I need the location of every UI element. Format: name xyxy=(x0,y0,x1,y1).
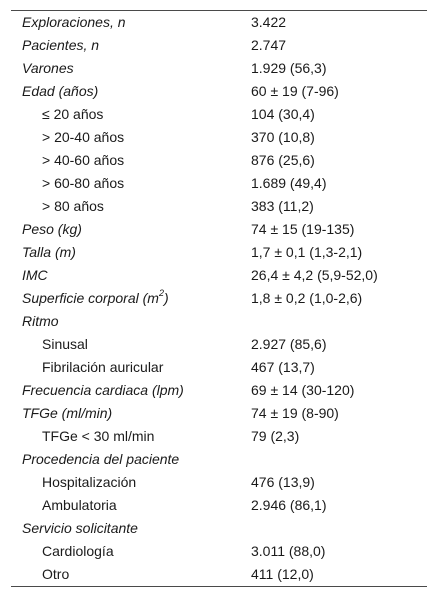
row-value xyxy=(251,448,427,471)
subcategory-row xyxy=(11,494,427,517)
subcategory-row xyxy=(11,425,427,448)
subcategory-row xyxy=(11,149,427,172)
row-label-suffix: ) xyxy=(163,290,169,306)
row-label xyxy=(11,126,251,149)
row-label xyxy=(11,540,251,563)
patient-characteristics-table xyxy=(11,11,427,586)
row-label xyxy=(11,149,251,172)
row-label xyxy=(11,11,251,34)
row-label xyxy=(11,80,251,103)
row-label-text: > 20-40 años xyxy=(42,129,125,145)
row-label xyxy=(11,218,251,241)
subcategory-row xyxy=(11,540,427,563)
row-label xyxy=(11,34,251,57)
row-label-text: Exploraciones, n xyxy=(22,14,126,30)
row-label-text: Fibrilación auricular xyxy=(42,359,164,375)
row-label-text: ≤ 20 años xyxy=(42,106,104,122)
row-label-text: Ritmo xyxy=(22,313,59,329)
row-label-text: Ambulatoria xyxy=(42,497,117,513)
row-value: 79 (2,3) xyxy=(251,428,300,444)
row-label-text: Frecuencia cardiaca (lpm) xyxy=(22,382,184,398)
row-label xyxy=(11,333,251,356)
row-label-text: Servicio solicitante xyxy=(22,520,138,536)
row-label xyxy=(11,471,251,494)
row-value: 2.946 (86,1) xyxy=(251,497,327,513)
row-label xyxy=(11,356,251,379)
row-value: 26,4 ± 4,2 (5,9-52,0) xyxy=(251,267,378,283)
row-label-text: > 80 años xyxy=(42,198,104,214)
subcategory-row xyxy=(11,333,427,356)
row-label xyxy=(11,448,251,471)
category-row xyxy=(11,80,427,103)
row-label xyxy=(11,563,251,586)
row-label xyxy=(11,195,251,218)
category-row xyxy=(11,218,427,241)
row-value: 74 ± 15 (19-135) xyxy=(251,221,355,237)
row-label xyxy=(11,310,251,333)
subcategory-row xyxy=(11,172,427,195)
table-body xyxy=(11,11,427,586)
row-label xyxy=(11,264,251,287)
row-label-text: IMC xyxy=(22,267,48,283)
row-value: 1.929 (56,3) xyxy=(251,60,327,76)
row-label-text: Sinusal xyxy=(42,336,88,352)
row-value: 69 ± 14 (30-120) xyxy=(251,382,355,398)
row-label-text: Peso (kg) xyxy=(22,221,82,237)
row-value: 1,7 ± 0,1 (1,3-2,1) xyxy=(251,244,363,260)
row-label-text: Cardiología xyxy=(42,543,114,559)
row-value: 476 (13,9) xyxy=(251,474,315,490)
row-value: 3.011 (88,0) xyxy=(251,543,326,559)
row-label-text: Hospitalización xyxy=(42,474,137,490)
category-row xyxy=(11,517,427,540)
row-value: 467 (13,7) xyxy=(251,359,315,375)
row-value: 383 (11,2) xyxy=(251,198,314,214)
row-value: 3.422 xyxy=(251,14,287,30)
row-label-text: > 40-60 años xyxy=(42,152,125,168)
row-label xyxy=(11,494,251,517)
category-row xyxy=(11,287,427,310)
row-label-text: Talla (m) xyxy=(22,244,76,260)
subcategory-row xyxy=(11,563,427,586)
row-value: 2.747 xyxy=(251,37,287,53)
subcategory-row xyxy=(11,356,427,379)
bottom-rule xyxy=(11,586,427,587)
category-row xyxy=(11,34,427,57)
row-label-text: Otro xyxy=(42,566,70,582)
category-row xyxy=(11,310,427,333)
row-label xyxy=(11,402,251,425)
subcategory-row xyxy=(11,471,427,494)
row-label-text: Superficie corporal (m xyxy=(22,290,159,306)
subcategory-row xyxy=(11,195,427,218)
row-label xyxy=(11,57,251,80)
row-value: 1.689 (49,4) xyxy=(251,175,327,191)
category-row xyxy=(11,264,427,287)
row-label-text: Pacientes, n xyxy=(22,37,100,53)
row-value: 2.927 (85,6) xyxy=(251,336,327,352)
row-label xyxy=(11,241,251,264)
category-row xyxy=(11,448,427,471)
row-value: 411 (12,0) xyxy=(251,566,314,582)
row-value: 876 (25,6) xyxy=(251,152,315,168)
row-value xyxy=(251,310,427,333)
row-label xyxy=(11,379,251,402)
subcategory-row xyxy=(11,103,427,126)
row-label xyxy=(11,103,251,126)
category-row xyxy=(11,379,427,402)
row-value: 370 (10,8) xyxy=(251,129,315,145)
row-label xyxy=(11,425,251,448)
row-value: 74 ± 19 (8-90) xyxy=(251,405,339,421)
row-label-text: TFGe < 30 ml/min xyxy=(42,428,155,444)
category-row xyxy=(11,241,427,264)
subcategory-row xyxy=(11,126,427,149)
category-row xyxy=(11,402,427,425)
row-label xyxy=(11,517,251,540)
row-label-text: > 60-80 años xyxy=(42,175,125,191)
row-value: 1,8 ± 0,2 (1,0-2,6) xyxy=(251,290,363,306)
category-row xyxy=(11,11,427,34)
row-value: 104 (30,4) xyxy=(251,106,315,122)
row-label-text: Varones xyxy=(22,60,74,76)
row-value: 60 ± 19 (7-96) xyxy=(251,83,339,99)
row-label-text: Procedencia del paciente xyxy=(22,451,180,467)
superscript: 2 xyxy=(158,288,164,299)
row-label-text: Edad (años) xyxy=(22,83,99,99)
row-label xyxy=(11,172,251,195)
data-table-container xyxy=(11,10,427,587)
category-row xyxy=(11,57,427,80)
row-label xyxy=(11,287,251,310)
row-value xyxy=(251,517,427,540)
row-label-text: TFGe (ml/min) xyxy=(22,405,113,421)
